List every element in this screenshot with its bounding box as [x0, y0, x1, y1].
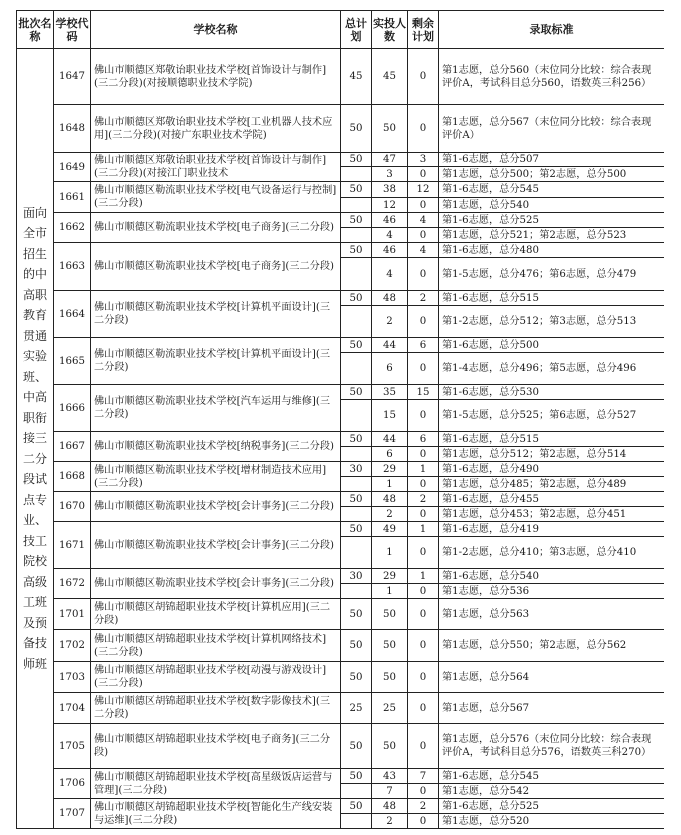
enrolled-cell: 44	[372, 338, 408, 353]
total-plan-cell	[341, 228, 372, 243]
standard-cell: 第1-6志愿，总分507	[439, 153, 665, 167]
school-name: 佛山市顺德区勒流职业技术学校[纳税事务](三二分段)	[91, 432, 341, 462]
remaining-cell: 12	[408, 182, 439, 198]
admission-table	[16, 10, 664, 829]
school-name: 佛山市顺德区勒流职业技术学校[会计事务](三二分段)	[91, 522, 341, 569]
school-name: 佛山市顺德区勒流职业技术学校[汽车运用与维修](三二分段)	[91, 385, 341, 432]
remaining-cell: 4	[408, 213, 439, 228]
table-row	[17, 291, 665, 306]
standard-cell: 第1志愿，总分485；第2志愿，总分489	[439, 477, 665, 492]
remaining-cell: 0	[408, 814, 439, 829]
remaining-cell: 0	[408, 693, 439, 724]
header-code: 学校代码	[54, 11, 91, 49]
standard-cell: 第1-6志愿，总分480	[439, 243, 665, 258]
school-name: 佛山市顺德区郑敬诒职业技术学校[首饰设计与制作](三二分段)(对接顺德职业技术学院)	[91, 49, 341, 105]
standard-cell: 第1-5志愿，总分525；第6志愿，总分527	[439, 400, 665, 432]
enrolled-cell: 48	[372, 799, 408, 814]
table-row	[17, 338, 665, 353]
remaining-cell: 7	[408, 769, 439, 784]
school-code: 1701	[54, 599, 91, 630]
remaining-cell: 0	[408, 584, 439, 599]
header-row	[17, 11, 665, 49]
standard-cell: 第1志愿，总分540	[439, 198, 665, 213]
standard-cell: 第1-6志愿，总分525	[439, 799, 665, 814]
enrolled-cell: 47	[372, 153, 408, 167]
enrolled-cell: 50	[372, 630, 408, 662]
enrolled-cell: 6	[372, 353, 408, 385]
total-plan-cell	[341, 784, 372, 799]
enrolled-cell: 12	[372, 198, 408, 213]
enrolled-cell: 48	[372, 291, 408, 306]
school-name: 佛山市顺德区勒流职业技术学校[电子商务](三二分段)	[91, 243, 341, 291]
remaining-cell: 0	[408, 447, 439, 462]
standard-cell: 第1-6志愿，总分490	[439, 462, 665, 477]
total-plan-cell: 50	[341, 385, 372, 400]
table-row	[17, 213, 665, 228]
school-name: 佛山市顺德区勒流职业技术学校[会计事务](三二分段)	[91, 492, 341, 522]
enrolled-cell: 44	[372, 432, 408, 447]
enrolled-cell: 46	[372, 243, 408, 258]
enrolled-cell: 7	[372, 784, 408, 799]
total-plan-cell: 50	[341, 724, 372, 769]
enrolled-cell: 6	[372, 447, 408, 462]
standard-cell: 第1-6志愿，总分530	[439, 385, 665, 400]
remaining-cell: 0	[408, 724, 439, 769]
standard-cell: 第1-6志愿，总分515	[439, 291, 665, 306]
school-code: 1662	[54, 213, 91, 243]
remaining-cell: 6	[408, 338, 439, 353]
school-name: 佛山市顺德区胡锦超职业技术学校[电子商务](三二分段)	[91, 724, 341, 769]
total-plan-cell: 50	[341, 153, 372, 167]
table-row	[17, 153, 665, 167]
total-plan-cell: 50	[341, 338, 372, 353]
enrolled-cell: 50	[372, 724, 408, 769]
remaining-cell: 0	[408, 105, 439, 153]
standard-cell: 第1志愿，总分542	[439, 784, 665, 799]
remaining-cell: 0	[408, 167, 439, 182]
school-code: 1707	[54, 799, 91, 829]
school-name: 佛山市顺德区勒流职业技术学校[计算机平面设计](三二分段)	[91, 338, 341, 385]
remaining-cell: 0	[408, 306, 439, 338]
remaining-cell: 0	[408, 537, 439, 569]
table-row	[17, 724, 665, 769]
header-batch: 批次名称	[17, 11, 54, 49]
remaining-cell: 0	[408, 49, 439, 105]
remaining-cell: 0	[408, 784, 439, 799]
total-plan-cell: 50	[341, 492, 372, 507]
school-code: 1702	[54, 630, 91, 662]
total-plan-cell: 50	[341, 522, 372, 537]
school-name: 佛山市顺德区勒流职业技术学校[计算机平面设计](三二分段)	[91, 291, 341, 338]
total-plan-cell: 50	[341, 291, 372, 306]
table-row	[17, 769, 665, 784]
school-code: 1664	[54, 291, 91, 338]
remaining-cell: 0	[408, 630, 439, 662]
remaining-cell: 2	[408, 799, 439, 814]
remaining-cell: 15	[408, 385, 439, 400]
remaining-cell: 1	[408, 462, 439, 477]
table-row	[17, 462, 665, 477]
table-row	[17, 569, 665, 584]
remaining-cell: 6	[408, 432, 439, 447]
enrolled-cell: 46	[372, 213, 408, 228]
enrolled-cell: 45	[372, 49, 408, 105]
total-plan-cell	[341, 198, 372, 213]
school-code: 1706	[54, 769, 91, 799]
school-name: 佛山市顺德区勒流职业技术学校[电子商务](三二分段)	[91, 213, 341, 243]
remaining-cell: 0	[408, 198, 439, 213]
header-remaining: 剩余计划	[408, 11, 439, 49]
enrolled-cell: 29	[372, 462, 408, 477]
school-name: 佛山市顺德区勒流职业技术学校[电气设备运行与控制](三二分段)	[91, 182, 341, 213]
standard-cell: 第1-4志愿，总分496；第5志愿，总分496	[439, 353, 665, 385]
enrolled-cell: 1	[372, 537, 408, 569]
standard-cell: 第1志愿，总分563	[439, 599, 665, 630]
school-code: 1667	[54, 432, 91, 462]
standard-cell: 第1志愿，总分564	[439, 662, 665, 693]
remaining-cell: 0	[408, 477, 439, 492]
remaining-cell: 1	[408, 522, 439, 537]
standard-cell: 第1-6志愿，总分500	[439, 338, 665, 353]
remaining-cell: 2	[408, 291, 439, 306]
table-row	[17, 182, 665, 198]
school-code: 1666	[54, 385, 91, 432]
total-plan-cell	[341, 814, 372, 829]
total-plan-cell	[341, 447, 372, 462]
standard-cell: 第1-6志愿，总分419	[439, 522, 665, 537]
table-body	[17, 49, 665, 829]
remaining-cell: 0	[408, 599, 439, 630]
table-row	[17, 522, 665, 537]
enrolled-cell: 50	[372, 662, 408, 693]
total-plan-cell	[341, 353, 372, 385]
school-name: 佛山市顺德区郑敬诒职业技术学校[工业机器人技术应用](三二分段)(对接广东职业技术学院)	[91, 105, 341, 153]
batch-name-cell: 面向全市招生的中高职教育贯通实验班、中高职衔接三二分段试点专业、技工院校高级工班及预备技师班	[17, 49, 54, 829]
enrolled-cell: 4	[372, 228, 408, 243]
total-plan-cell: 50	[341, 105, 372, 153]
standard-cell: 第1-5志愿，总分476；第6志愿，总分479	[439, 258, 665, 291]
enrolled-cell: 25	[372, 693, 408, 724]
remaining-cell: 0	[408, 353, 439, 385]
school-name: 佛山市顺德区胡锦超职业技术学校[计算机网络技术](三二分段)	[91, 630, 341, 662]
school-code: 1705	[54, 724, 91, 769]
total-plan-cell: 50	[341, 432, 372, 447]
standard-cell: 第1-6志愿，总分540	[439, 569, 665, 584]
table-row	[17, 599, 665, 630]
standard-cell: 第1志愿，总分567（末位同分比较：综合表现评价A）	[439, 105, 665, 153]
remaining-cell: 0	[408, 662, 439, 693]
standard-cell: 第1-6志愿，总分515	[439, 432, 665, 447]
header-standard: 录取标准	[439, 11, 665, 49]
standard-cell: 第1志愿，总分560（末位同分比较：综合表现评价A，考试科目总分560，语数英三科256）	[439, 49, 665, 105]
total-plan-cell	[341, 258, 372, 291]
enrolled-cell: 50	[372, 105, 408, 153]
total-plan-cell	[341, 477, 372, 492]
standard-cell: 第1志愿，总分576（末位同分比较：综合表现评价A，考试科目总分576，语数英三科270）	[439, 724, 665, 769]
total-plan-cell	[341, 507, 372, 522]
enrolled-cell: 38	[372, 182, 408, 198]
school-code: 1648	[54, 105, 91, 153]
total-plan-cell: 50	[341, 630, 372, 662]
standard-cell: 第1志愿，总分521；第2志愿，总分523	[439, 228, 665, 243]
school-code: 1668	[54, 462, 91, 492]
school-code: 1704	[54, 693, 91, 724]
standard-cell: 第1志愿，总分520	[439, 814, 665, 829]
total-plan-cell: 50	[341, 599, 372, 630]
enrolled-cell: 43	[372, 769, 408, 784]
table-row	[17, 385, 665, 400]
enrolled-cell: 1	[372, 584, 408, 599]
total-plan-cell: 50	[341, 243, 372, 258]
standard-cell: 第1-2志愿，总分410；第3志愿，总分410	[439, 537, 665, 569]
school-code: 1663	[54, 243, 91, 291]
school-name: 佛山市顺德区勒流职业技术学校[会计事务](三二分段)	[91, 569, 341, 599]
enrolled-cell: 48	[372, 492, 408, 507]
remaining-cell: 0	[408, 507, 439, 522]
table-row	[17, 243, 665, 258]
remaining-cell: 4	[408, 243, 439, 258]
standard-cell: 第1-6志愿，总分455	[439, 492, 665, 507]
enrolled-cell: 35	[372, 385, 408, 400]
standard-cell: 第1志愿，总分453；第2志愿，总分451	[439, 507, 665, 522]
remaining-cell: 1	[408, 569, 439, 584]
standard-cell: 第1志愿，总分567	[439, 693, 665, 724]
enrolled-cell: 4	[372, 258, 408, 291]
total-plan-cell	[341, 167, 372, 182]
school-name: 佛山市顺德区胡锦超职业技术学校[数字影像技术](三二分段)	[91, 693, 341, 724]
total-plan-cell: 50	[341, 182, 372, 198]
standard-cell: 第1志愿，总分536	[439, 584, 665, 599]
standard-cell: 第1-6志愿，总分525	[439, 213, 665, 228]
table-row	[17, 432, 665, 447]
enrolled-cell: 1	[372, 477, 408, 492]
remaining-cell: 2	[408, 492, 439, 507]
school-name: 佛山市顺德区胡锦超职业技术学校[高星级饭店运营与管理](三二分段)	[91, 769, 341, 799]
enrolled-cell: 3	[372, 167, 408, 182]
enrolled-cell: 2	[372, 507, 408, 522]
school-code: 1670	[54, 492, 91, 522]
school-name: 佛山市顺德区胡锦超职业技术学校[动漫与游戏设计](三二分段)	[91, 662, 341, 693]
school-name: 佛山市顺德区勒流职业技术学校[增材制造技术应用](三二分段)	[91, 462, 341, 492]
enrolled-cell: 2	[372, 814, 408, 829]
standard-cell: 第1志愿，总分512；第2志愿，总分514	[439, 447, 665, 462]
table-row	[17, 662, 665, 693]
total-plan-cell: 50	[341, 662, 372, 693]
total-plan-cell: 50	[341, 799, 372, 814]
remaining-cell: 0	[408, 400, 439, 432]
table-row	[17, 630, 665, 662]
total-plan-cell: 25	[341, 693, 372, 724]
school-code: 1703	[54, 662, 91, 693]
school-name: 佛山市顺德区胡锦超职业技术学校[计算机应用](三二分段)	[91, 599, 341, 630]
remaining-cell: 0	[408, 258, 439, 291]
school-name: 佛山市顺德区胡锦超职业技术学校[智能化生产线安装与运维](三二分段)	[91, 799, 341, 829]
school-code: 1665	[54, 338, 91, 385]
table-row	[17, 105, 665, 153]
enrolled-cell: 2	[372, 306, 408, 338]
total-plan-cell	[341, 400, 372, 432]
enrolled-cell: 50	[372, 599, 408, 630]
enrolled-cell: 49	[372, 522, 408, 537]
table-row	[17, 492, 665, 507]
standard-cell: 第1-6志愿，总分545	[439, 182, 665, 198]
total-plan-cell: 50	[341, 213, 372, 228]
table-row	[17, 693, 665, 724]
enrolled-cell: 15	[372, 400, 408, 432]
total-plan-cell: 30	[341, 569, 372, 584]
enrolled-cell: 29	[372, 569, 408, 584]
school-name: 佛山市顺德区郑敬诒职业技术学校[首饰设计与制作](三二分段)(对接江门职业技术	[91, 153, 341, 182]
school-code: 1647	[54, 49, 91, 105]
total-plan-cell: 45	[341, 49, 372, 105]
school-code: 1672	[54, 569, 91, 599]
school-code: 1671	[54, 522, 91, 569]
total-plan-cell	[341, 537, 372, 569]
total-plan-cell: 50	[341, 769, 372, 784]
total-plan-cell	[341, 584, 372, 599]
standard-cell: 第1-2志愿，总分512；第3志愿，总分513	[439, 306, 665, 338]
remaining-cell: 0	[408, 228, 439, 243]
header-total-plan: 总计划	[341, 11, 372, 49]
total-plan-cell	[341, 306, 372, 338]
admission-document	[16, 10, 664, 835]
standard-cell: 第1志愿，总分500；第2志愿，总分500	[439, 167, 665, 182]
standard-cell: 第1志愿，总分550；第2志愿，总分562	[439, 630, 665, 662]
table-row	[17, 799, 665, 814]
school-code: 1661	[54, 182, 91, 213]
remaining-cell: 3	[408, 153, 439, 167]
header-enrolled: 实投人数	[372, 11, 408, 49]
table-row	[17, 49, 665, 105]
total-plan-cell: 30	[341, 462, 372, 477]
standard-cell: 第1-6志愿，总分545	[439, 769, 665, 784]
school-code: 1649	[54, 153, 91, 182]
header-school: 学校名称	[91, 11, 341, 49]
